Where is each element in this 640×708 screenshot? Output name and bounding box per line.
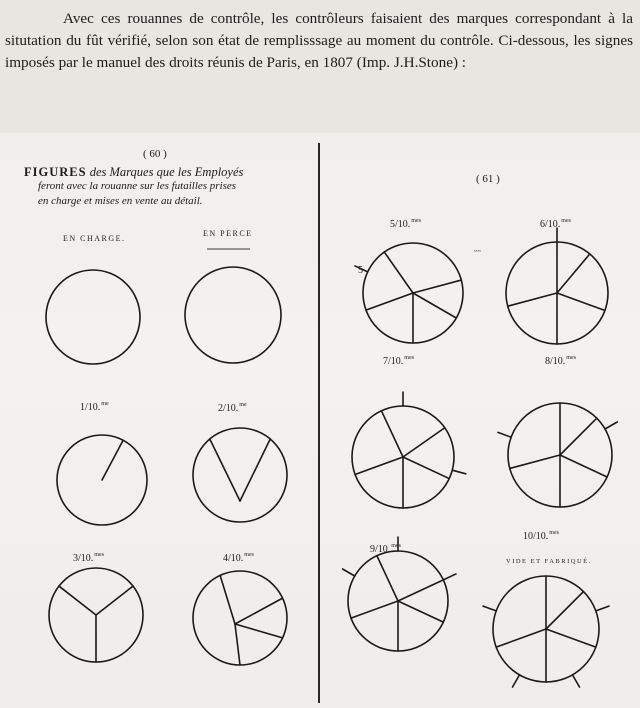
mark-tick-8-10 xyxy=(498,432,511,437)
label-8-10: 8/10.$^{mes}$ xyxy=(545,355,576,367)
label-6-10: 6/10.$^{mes}$ xyxy=(540,218,571,230)
mark-spoke-5-10 xyxy=(366,293,413,310)
mark-6-10 xyxy=(506,228,608,344)
mark-spoke-10-10 xyxy=(546,592,583,629)
mark-8-10 xyxy=(498,403,617,507)
mark-circle-en-perce xyxy=(185,267,281,363)
mark-circle-en-charge xyxy=(46,270,140,364)
label-2-10: 2/10.$^{me}$ xyxy=(218,402,247,414)
mark-circle-2-10 xyxy=(193,428,287,522)
mark-spoke-3-10 xyxy=(96,586,133,615)
mark-2-10 xyxy=(193,428,287,522)
mark-spoke-5-10 xyxy=(413,293,456,318)
mark-4-10 xyxy=(193,571,287,665)
left-page-subtitle-2: en charge et mises en vente au détail. xyxy=(38,195,203,207)
mark-spoke-7-10 xyxy=(381,411,403,457)
mark-tick-7-10 xyxy=(452,470,466,474)
title-caps: FIGURES xyxy=(24,165,87,179)
mark-spoke-1-10 xyxy=(102,440,123,480)
mark-spoke-6-10 xyxy=(508,293,557,306)
stray-mark: 5 xyxy=(358,265,363,276)
mark-tick-9-10 xyxy=(343,569,355,576)
mark-tick-10-10 xyxy=(573,675,580,687)
rouanne-marks xyxy=(0,133,640,708)
mark-10-10 xyxy=(483,576,609,687)
label-4-10: 4/10.$^{mes}$ xyxy=(223,552,254,564)
label-10-10: 10/10.$^{mes}$ xyxy=(523,530,559,542)
mark-spoke-9-10 xyxy=(398,601,443,622)
right-page-number: ( 61 ) xyxy=(476,173,500,185)
mark-tick-5-10 xyxy=(355,266,368,272)
mark-circle-4-10 xyxy=(193,571,287,665)
mark-spoke-4-10 xyxy=(220,575,235,624)
mark-1-10 xyxy=(57,435,147,525)
mark-spoke-6-10 xyxy=(557,254,590,293)
mark-spoke-5-10 xyxy=(413,280,461,293)
title-rest: des Marques que les Employés xyxy=(89,165,244,179)
mark-spoke-4-10 xyxy=(235,598,283,624)
mark-spoke-2-10 xyxy=(240,439,270,501)
mark-spoke-9-10 xyxy=(398,580,443,601)
mark-spoke-8-10 xyxy=(560,418,597,455)
mark-en-charge xyxy=(46,270,140,364)
label-vide-et-fabrique: VIDE ET FABRIQUÉ. xyxy=(506,558,592,565)
mark-9-10 xyxy=(343,537,456,651)
mark-5-10 xyxy=(355,243,463,343)
caption-en-charge: EN CHARGE. xyxy=(63,234,126,243)
mark-spoke-10-10 xyxy=(496,629,546,647)
mark-7-10 xyxy=(352,392,466,508)
mark-spoke-5-10 xyxy=(384,252,413,293)
label-9-10: 9/10.$^{mes}$ xyxy=(370,543,401,555)
label-1-10: 1/10.$^{me}$ xyxy=(80,401,109,413)
left-page-subtitle-1: feront avec la rouanne sur les futailles prises xyxy=(38,180,237,192)
mark-spoke-7-10 xyxy=(403,428,445,457)
mark-3-10 xyxy=(49,568,143,662)
mark-spoke-3-10 xyxy=(59,586,96,615)
mark-spoke-4-10 xyxy=(235,624,283,638)
mark-tick-10-10 xyxy=(513,675,520,687)
mark-spoke-2-10 xyxy=(210,439,240,501)
mark-spoke-4-10 xyxy=(235,624,240,665)
mark-spoke-10-10 xyxy=(546,629,596,647)
intro-paragraph: Avec ces rouannes de contrôle, les contrôleurs faisaient des marques correspondant à la situtation du fût vérifié, selon son état de remplisssage au moment du contrôle. Ci-dessous, les signes imposés par le manuel des droits réunis de Paris, en 1807 (Imp. J.H.Stone) : xyxy=(5,10,633,71)
label-5-10: 5/10.$^{mes}$ xyxy=(390,218,421,230)
left-page-number: ( 60 ) xyxy=(143,148,167,160)
mark-tick-10-10 xyxy=(483,606,496,611)
mark-spoke-7-10 xyxy=(355,457,403,474)
mark-spoke-9-10 xyxy=(351,601,398,618)
mark-spoke-9-10 xyxy=(377,556,398,601)
mark-tick-8-10 xyxy=(605,422,617,429)
mark-spoke-8-10 xyxy=(560,455,607,477)
label-7-10: 7/10.$^{mes}$ xyxy=(383,355,414,367)
mark-spoke-8-10 xyxy=(510,455,560,468)
caption-en-perce: EN PERCE xyxy=(203,229,253,238)
mark-tick-9-10 xyxy=(443,574,456,580)
mark-spoke-7-10 xyxy=(403,457,449,479)
mark-tick-10-10 xyxy=(596,606,609,611)
tiny-mark: ₓₓₓₓ xyxy=(474,247,481,253)
label-3-10: 3/10.$^{mes}$ xyxy=(73,552,104,564)
mark-en-perce xyxy=(185,267,281,363)
scanned-book-pages xyxy=(0,133,640,708)
mark-spoke-6-10 xyxy=(557,293,605,310)
